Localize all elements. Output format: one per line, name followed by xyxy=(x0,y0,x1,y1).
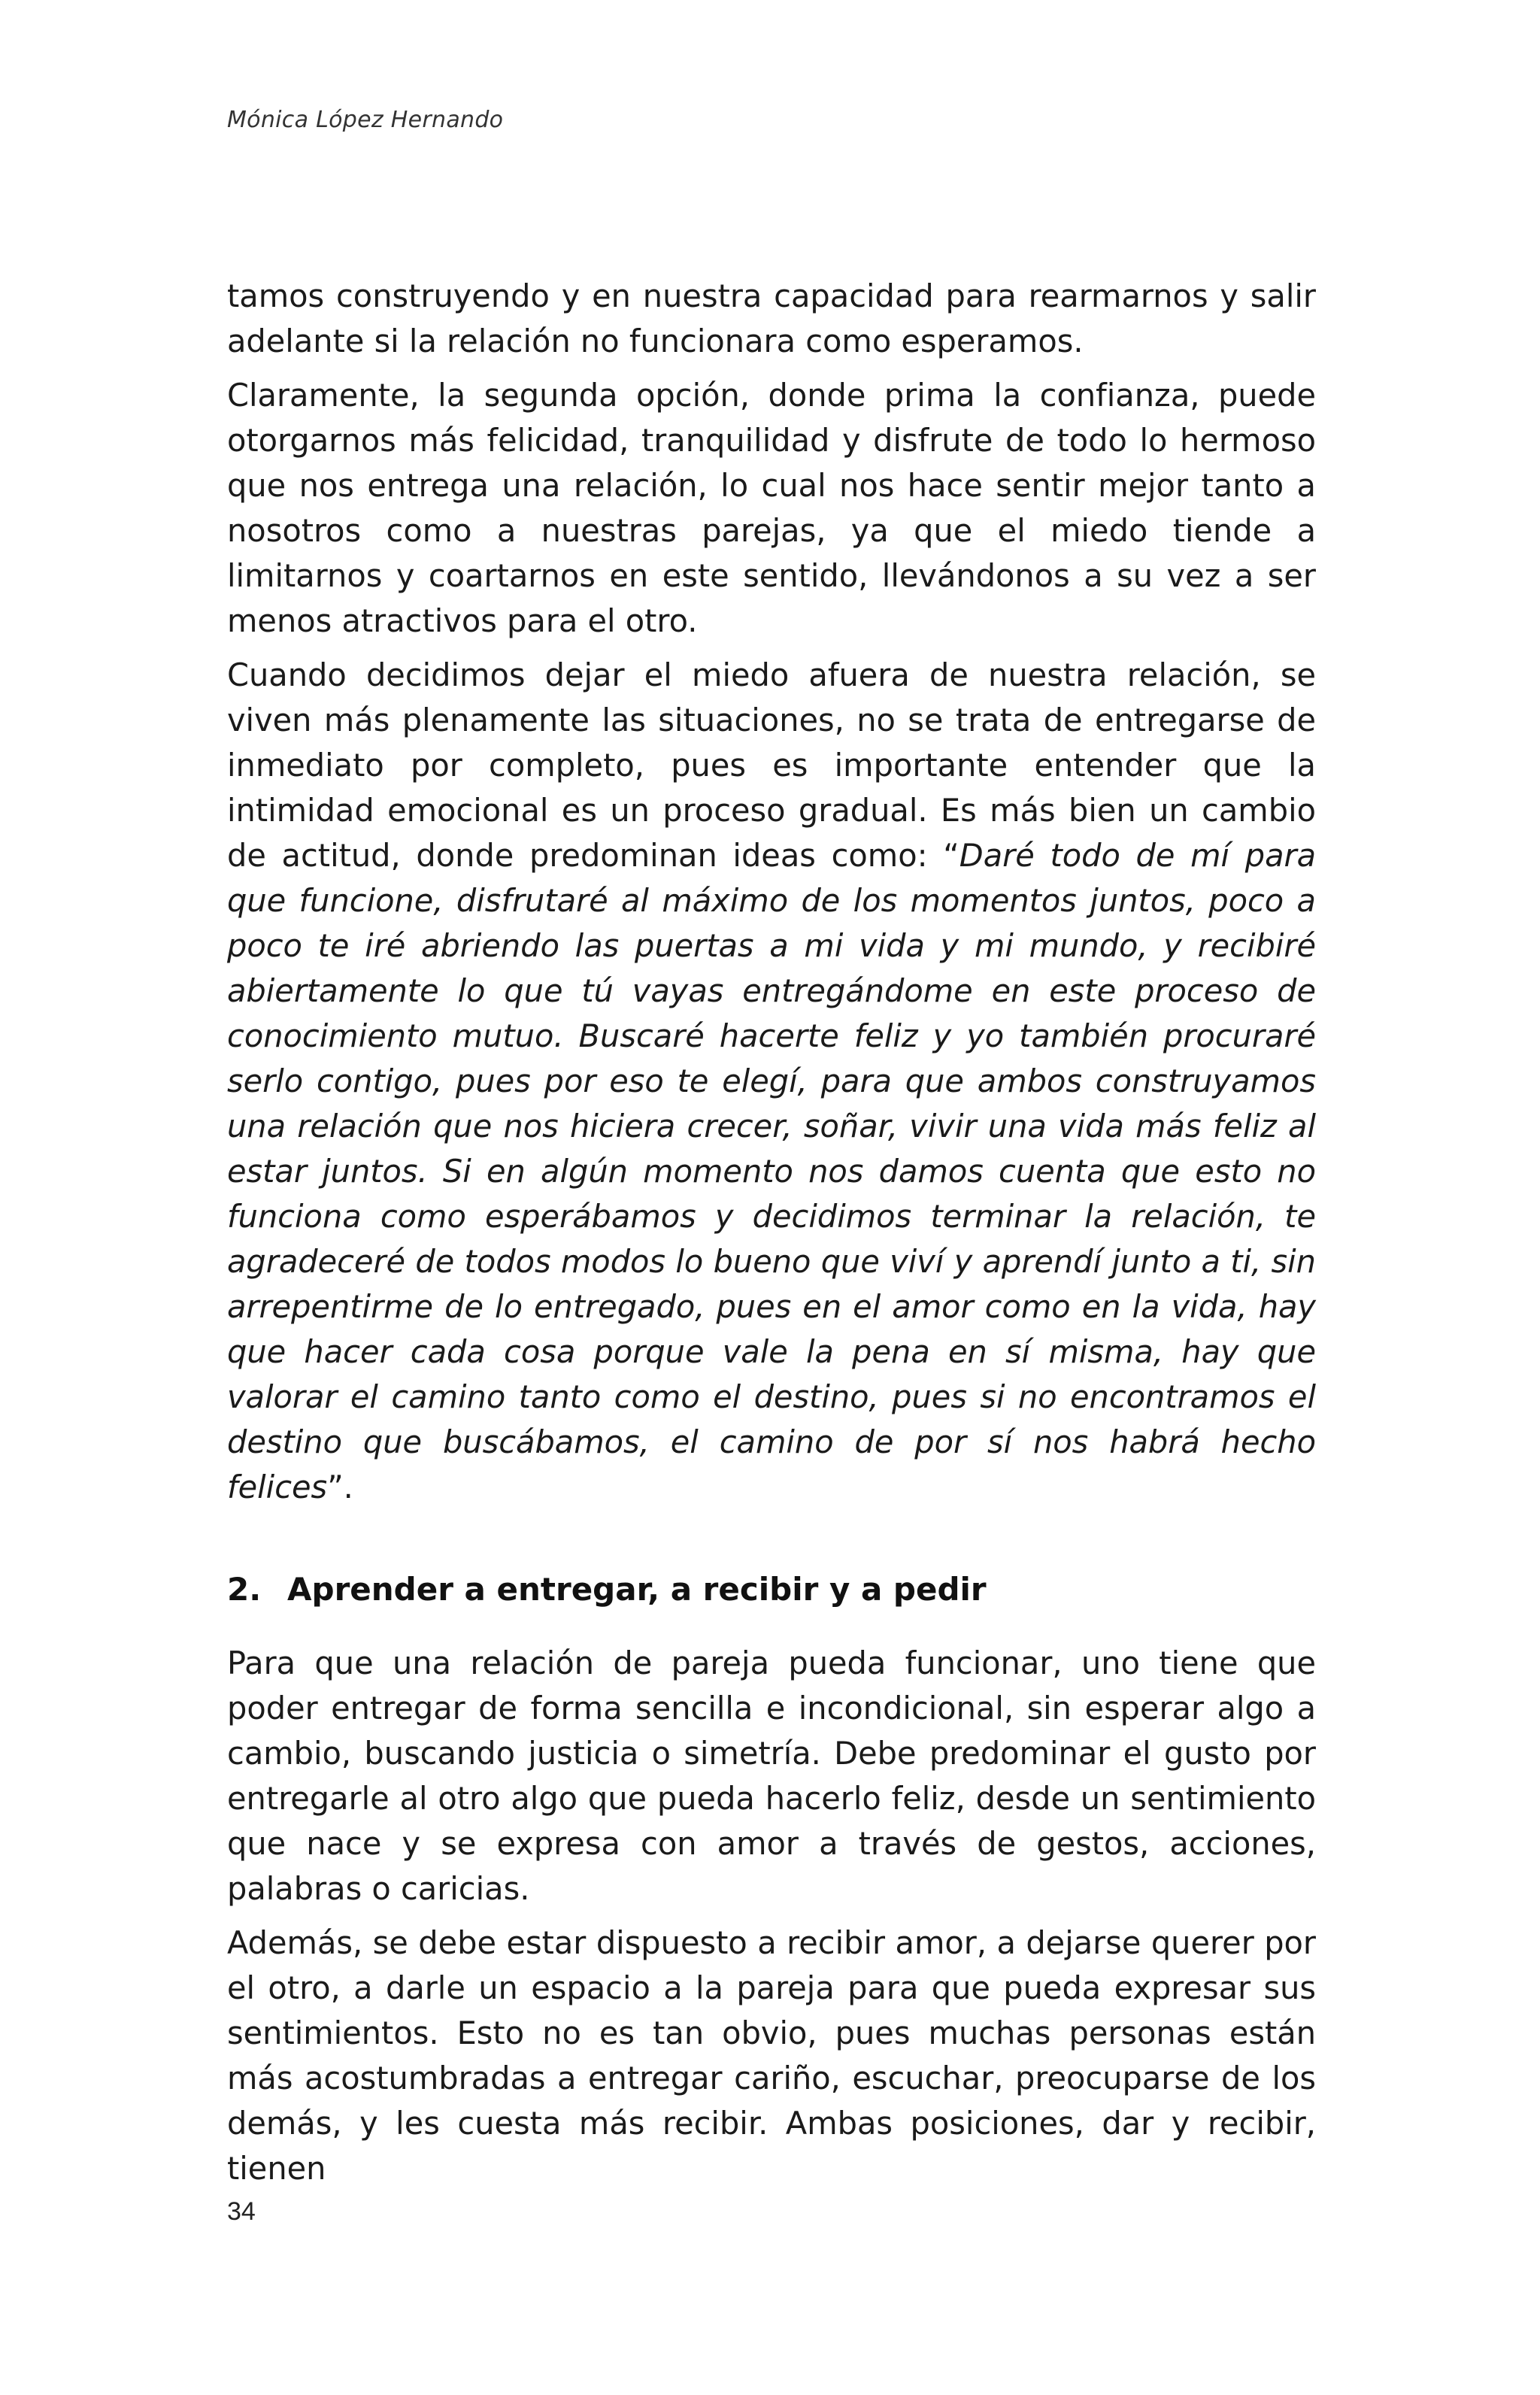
section-number: 2. xyxy=(227,1571,262,1608)
running-head-author: Mónica López Hernando xyxy=(227,107,504,133)
page-number: 34 xyxy=(227,2197,256,2226)
quote-closing: ”. xyxy=(327,1469,353,1505)
paragraph-fear-outside xyxy=(227,653,1316,1510)
italic-quote: Daré todo de mí para que funcione, disfrutaré al máximo de los momentos juntos, poco a poco te iré abriendo las puertas a mi vida y mi mundo, y recibiré abiertamente lo que tú vayas entregándome en este proceso de conocimiento mutuo. Buscaré hacerte feliz y yo también procuraré serlo contigo, pues por eso te elegí, para que ambos construyamos una relación que nos hiciera crecer, soñar, vivir una vida más feliz al estar juntos. Si en algún momento nos damos cuenta que esto no funciona como esperábamos y decidimos terminar la relación, te agradeceré de todos modos lo bueno que viví y aprendí junto a ti, sin arrepentirme de lo entregado, pues en el amor como en la vida, hay que hacer cada cosa porque vale la pena en sí misma, hay que valorar el camino tanto como el destino, pues si no encontramos el destino que buscábamos, el camino de por sí nos habrá hecho felices xyxy=(227,837,1316,1505)
page-body xyxy=(227,274,1316,2200)
section-title: Aprender a entregar, a recibir y a pedir xyxy=(287,1571,987,1608)
paragraph-receive: Además, se debe estar dispuesto a recibir amor, a dejarse querer por el otro, a darle un espacio a la pareja para que pueda expresar sus sentimientos. Esto no es tan obvio, pues muchas personas están más acostumbradas a entregar cariño, escuchar, preocuparse de los demás, y les cuesta más recibir. Ambas posiciones, dar y recibir, tienen xyxy=(227,1924,1316,2187)
section-heading xyxy=(227,1569,1316,1611)
paragraph-continuation: tamos construyendo y en nuestra capacidad para rearmarnos y salir adelante si la relación no funcionara como esperamos. xyxy=(227,277,1316,359)
paragraph-confidence: Claramente, la segunda opción, donde prima la confianza, puede otorgarnos más felicidad, tranquilidad y disfrute de todo lo hermoso que nos entrega una relación, lo cual nos hace sentir mejor tanto a nosotros como a nuestras parejas, ya que el miedo tiende a limitarnos y coartarnos en este sentido, llevándonos a su vez a ser menos atractivos para el otro. xyxy=(227,377,1316,639)
paragraph-give: Para que una relación de pareja pueda funcionar, uno tiene que poder entregar de forma sencilla e incondicional, sin esperar algo a cambio, buscando justicia o simetría. Debe predominar el gusto por entregarle al otro algo que pueda hacerlo feliz, desde un sentimiento que nace y se expresa con amor a través de gestos, acciones, palabras o caricias. xyxy=(227,1645,1316,1907)
paragraph-intro-text: Cuando decidimos dejar el miedo afuera de nuestra relación, se viven más plenamente las situaciones, no se trata de entregarse de inmediato por completo, pues es importante entender que la intimidad emocional es un proceso gradual. Es más bien un cambio de actitud, donde predominan ideas como: “ xyxy=(227,656,1316,874)
